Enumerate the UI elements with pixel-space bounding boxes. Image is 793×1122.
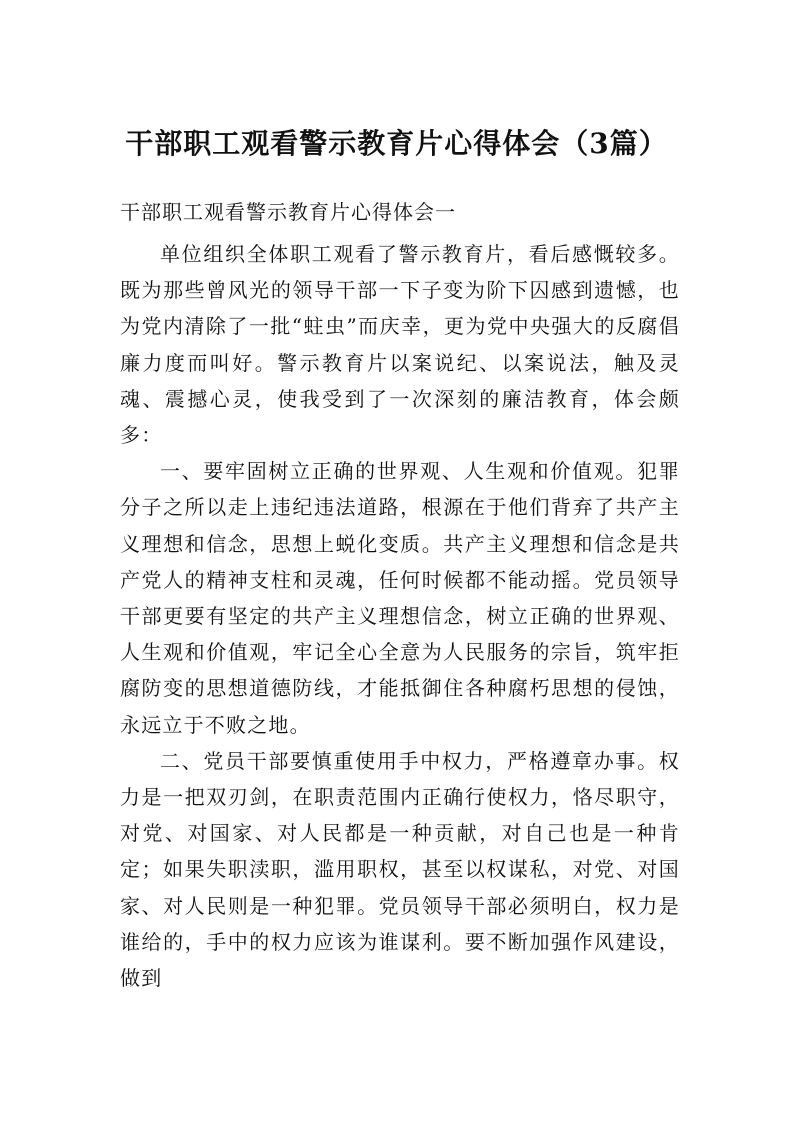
document-body xyxy=(120,236,680,996)
document-title: 干部职工观看警示教育片心得体会（3篇） xyxy=(125,127,668,160)
paragraph-intro: 单位组织全体职工观看了警示教育片，看后感慨较多。既为那些曾风光的领导干部一下子变为阶下囚感到遗憾，也为党内清除了一批“蛀虫”而庆幸，更为党中央强大的反腐倡廉力度而叫好。警示教育片以案说纪、以案说法，触及灵魂、震撼心灵，使我受到了一次深刻的廉洁教育，体会颇多： xyxy=(120,242,680,448)
paragraph-point-one: 一、要牢固树立正确的世界观、人生观和价值观。犯罪分子之所以走上违纪违法道路，根源在于他们背弃了共产主义理想和信念，思想上蜕化变质。共产主义理想和信念是共产党人的精神支柱和灵魂，任何时候都不能动摇。党员领导干部更要有坚定的共产主义理想信念，树立正确的世界观、人生观和价值观，牢记全心全意为人民服务的宗旨，筑牢拒腐防变的思想道德防线，才能抵御住各种腐朽思想的侵蚀，永远立于不败之地。 xyxy=(120,459,680,737)
paragraph-point-two: 二、党员干部要慎重使用手中权力，严格遵章办事。权力是一把双刃剑，在职责范围内正确行使权力，恪尽职守，对党、对国家、对人民都是一种贡献，对自己也是一种肯定；如果失职渎职，滥用职权，甚至以权谋私，对党、对国家、对人民则是一种犯罪。党员领导干部必须明白，权力是谁给的，手中的权力应该为谁谋利。要不断加强作风建设，做到 xyxy=(120,748,680,991)
section-subtitle: 干部职工观看警示教育片心得体会一 xyxy=(120,200,456,224)
